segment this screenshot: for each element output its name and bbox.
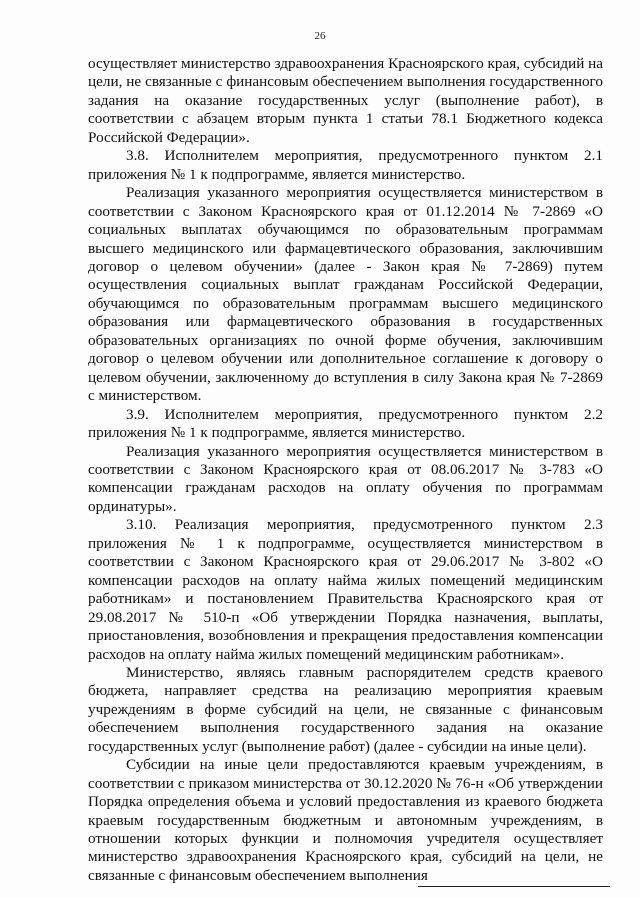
- footer-rule: [418, 886, 610, 887]
- paragraph: 3.10. Реализация мероприятия, предусмотренного пунктом 2.3 приложения № 1 к подпрограмме, осуществляется министерством в соответствии с Законом Красноярского края от 29.06.2017 № 3-802 «О компенсации расходов на оплату найма жилых помещений медицинским работникам» и постановлением Правительства Красноярского края от 29.08.2017 № 510-п «Об утверждении Порядка назначения, выплаты, приостановления, возобновления и прекращения предоставления компенсации расходов на оплату найма жилых помещений медицинским работникам».: [88, 516, 603, 663]
- paragraph: осуществляет министерство здравоохранения Красноярского края, субсидий на цели, не связанные с финансовым обеспечением выполнения государственного задания на оказание государственных услуг (выполнение работ), в соответствии с абзацем вторым пункта 1 статьи 78.1 Бюджетного кодекса Российской Федерации».: [88, 55, 603, 146]
- paragraph: 3.8. Исполнителем мероприятия, предусмотренного пунктом 2.1 приложения № 1 к подпрограмме, является министерство.: [88, 147, 603, 183]
- paragraph: Субсидии на иные цели предоставляются краевым учреждениям, в соответствии с приказом министерства от 30.12.2020 № 76-н «Об утверждении Порядка определения объема и условий предоставления из краевого бюджета краевым государственным бюджетным и автономным учреждениям, в отношении которых функции и полномочия учредителя осуществляет министерство здравоохранения Красноярского края, субсидий на цели, не связанные с финансовым обеспечением выполнения: [88, 756, 603, 884]
- document-body: [88, 55, 603, 885]
- paragraph: Реализация указанного мероприятия осуществляется министерством в соответствии с Законом Красноярского края от 08.06.2017 № 3-783 «О компенсации гражданам расходов на оплату обучения по программам ординатуры».: [88, 442, 603, 515]
- paragraph: Реализация указанного мероприятия осуществляется министерством в соответствии с Законом Красноярского края от 01.12.2014 № 7-2869 «О социальных выплатах обучающимся по образовательным программам высшего медицинского или фармацевтического образования, заключившим договор о целевом обучении» (далее - Закон края № 7-2869) путем осуществления социальных выплат гражданам Российской Федерации, обучающимся по образовательным программам высшего медицинского образования или фармацевтического образования в государственных образовательных организациях по очной форме обучения, заключившим договор о целевом обучении или дополнительное соглашение к договору о целевом обучении, заключенному до вступления в силу Закона края № 7-2869 с министерством.: [88, 184, 603, 405]
- paragraph: 3.9. Исполнителем мероприятия, предусмотренного пунктом 2.2 приложения № 1 к подпрограмме, является министерство.: [88, 405, 603, 442]
- page-number: 26: [314, 30, 326, 42]
- paragraph: Министерство, являясь главным распорядителем средств краевого бюджета, направляет средства на реализацию мероприятия краевым учреждениям в форме субсидий на цели, не связанные с финансовым обеспечением выполнения государственного задания на оказание государственных услуг (выполнение работ) (далее - субсидии на иные цели).: [88, 663, 603, 755]
